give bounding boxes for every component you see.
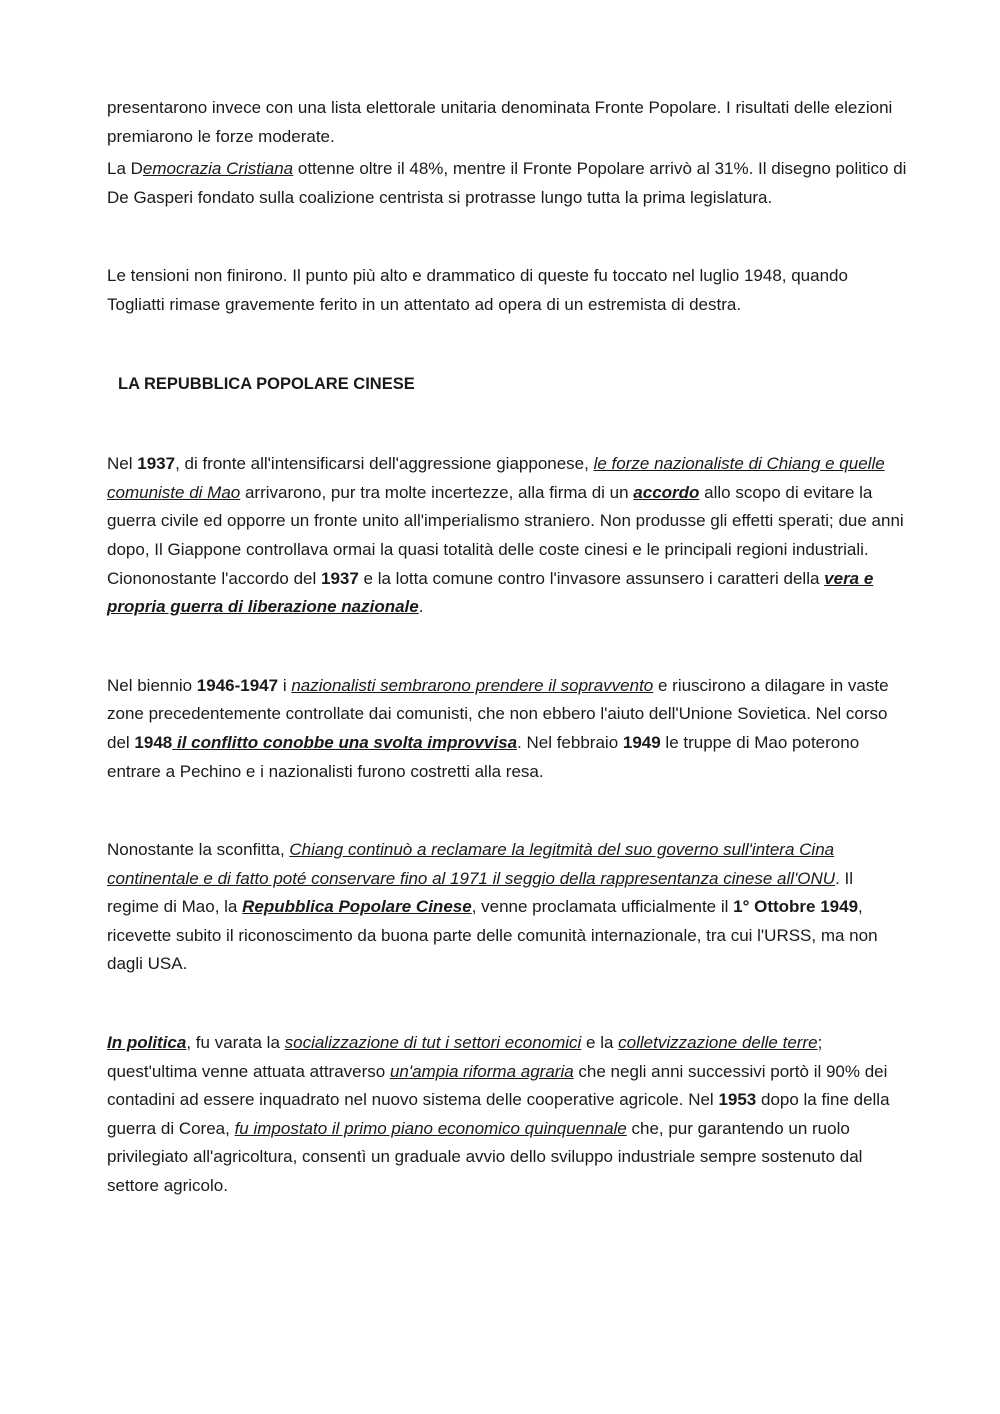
- text-run: Ciononostante l'accordo del: [107, 568, 321, 588]
- text-run: ottenne oltre il 48%, mentre il Fronte Popolare arrivò al 31%. Il disegno politico di De Gasperi fondato sulla coalizione centrista si protrasse lungo tutta la prima legislatura.: [107, 159, 907, 207]
- text-run-bold: 1937: [321, 568, 359, 588]
- text-run: e la: [581, 1033, 619, 1053]
- text-run: che, pur garantendo un ruolo privilegiato all'agricoltura, consentì un graduale avvio dello sviluppo industriale sempre sostenuto dal settore agricolo.: [107, 1118, 863, 1196]
- text-run: arrivarono, pur tra molte incertezze, alla firma di un: [240, 482, 634, 502]
- text-run-underlined: Chiang continuò a reclamare la legitmità del suo governo sull'intera Cina: [289, 840, 835, 860]
- paragraph-ciononostante: [107, 565, 907, 622]
- text-run-bold: 1946-1947: [196, 675, 279, 695]
- text-run-bold-underlined: accordo: [633, 482, 700, 502]
- paragraph-democrazia-cristiana: [107, 155, 907, 212]
- text-run: che negli anni successivi portò il 90% dei contadini ad essere inquadrato nel nuovo sistema delle cooperative agricole. Nel: [107, 1061, 888, 1110]
- text-run-bold: 1937: [137, 454, 176, 474]
- text-run-bold: 1953: [718, 1090, 757, 1110]
- text-run-bold-underlined: il conflitto conobbe una svolta improvvisa: [172, 732, 518, 752]
- text-run: , ricevette subito il riconoscimento da buona parte delle comunità internazionale, tra cui l'URSS, ma non dagli USA.: [107, 897, 878, 974]
- text-run: , di fronte all'intensificarsi dell'aggressione giapponese,: [175, 454, 594, 474]
- text-run: e la lotta comune contro l'invasore assunsero i caratteri della: [358, 568, 825, 588]
- text-run-bold-underlined: vera e: [824, 568, 874, 588]
- text-run-bold-underlined: In politica: [107, 1033, 187, 1053]
- text-run: , fu varata la: [186, 1033, 285, 1053]
- text-run: e riuscirono a dilagare in vaste zone precedentemente controllate dai comunisti, che non ebbero l'aiuto dell'Unione Sovietica. Nel corso del: [107, 675, 889, 752]
- text-run: .: [418, 597, 424, 617]
- text-run-bold: 1° Ottobre 1949: [733, 897, 859, 917]
- text-run-underlined: comuniste di Mao: [107, 482, 241, 502]
- text-run-underlined: nazionalisti sembrarono prendere il sopravvento: [291, 675, 654, 695]
- text-run-underlined: emocrazia Cristiana: [142, 159, 294, 179]
- text-run-underlined: colletvizzazione delle terre: [618, 1033, 818, 1053]
- text-run-underlined: continentale e di fatto poté conservare fino al 1971 il seggio della rappresentanza cinese all'ONU: [107, 868, 836, 888]
- text-run: , venne proclamata ufficialmente il: [471, 897, 734, 917]
- text-run: dopo la fine della guerra di Corea,: [107, 1090, 890, 1138]
- text-run-underlined: fu impostato il primo piano economico quinquennale: [234, 1118, 627, 1138]
- paragraph-tensioni: [107, 262, 907, 319]
- paragraph-sconfitta: [107, 836, 907, 979]
- text-run-bold-underlined: Repubblica Popolare Cinese: [242, 897, 472, 917]
- text-run-underlined: socializzazione di tut i settori economici: [284, 1033, 582, 1053]
- text-run-bold-underlined: propria guerra di liberazione nazionale: [107, 597, 419, 617]
- text-run: Nonostante la sconfitta,: [107, 840, 290, 860]
- paragraph-elezioni: [107, 94, 907, 151]
- section-heading: LA REPUBBLICA POPOLARE CINESE: [118, 374, 415, 393]
- text-run: allo scopo di evitare la guerra civile ed opporre un fronte unito all'imperialismo straniero. Non produsse gli effetti sperati; due anni dopo, Il Giappone controllava ormai la quasi totalità delle coste cinesi e le principali regioni industriali.: [107, 482, 904, 559]
- text-run: presentarono invece con una lista elettorale unitaria denominata Fronte Popolare. I risultati delle elezioni premiarono le forze moderate.: [107, 98, 893, 146]
- text-run: i: [278, 675, 292, 695]
- paragraph-politica: [107, 1029, 907, 1201]
- text-run: La D: [107, 159, 143, 179]
- document-body: [107, 94, 907, 1201]
- paragraph-biennio: [107, 672, 907, 786]
- text-run-bold: 1948: [134, 732, 173, 752]
- text-run: Nel biennio: [107, 675, 197, 695]
- text-run: Nel: [107, 454, 138, 474]
- text-run: . Nel febbraio: [517, 732, 623, 752]
- text-run: le truppe di Mao poterono entrare a Pechino e i nazionalisti furono costretti alla resa.: [107, 732, 860, 781]
- text-run-underlined: un'ampia riforma agraria: [389, 1061, 574, 1081]
- text-run: Le tensioni non finirono. Il punto più alto e drammatico di queste fu toccato nel luglio 1948, quando Togliatti rimase gravemente ferito in un attentato ad opera di un estremista di destra.: [107, 266, 848, 314]
- text-run-bold: 1949: [622, 732, 661, 752]
- text-run: . Il regime di Mao, la: [107, 868, 854, 917]
- text-run: ; quest'ultima venne attuata attraverso: [107, 1033, 823, 1081]
- paragraph-1937: [107, 450, 907, 564]
- text-run-underlined: le forze nazionaliste di Chiang e quelle: [593, 454, 885, 474]
